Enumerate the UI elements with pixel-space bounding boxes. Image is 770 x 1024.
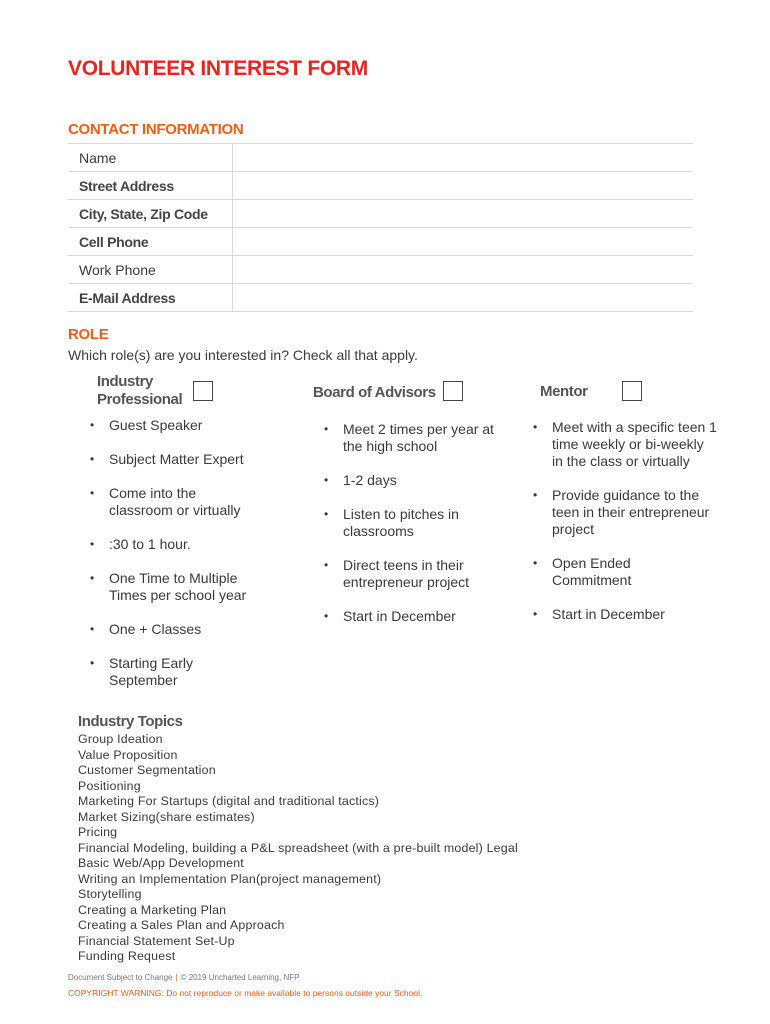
document-subject-to-change: Document Subject to Change [68,973,173,982]
list-item: • Meet 2 times per year at the high school [320,421,508,455]
list-item: Value Proposition [78,747,178,762]
footer-note [68,973,299,982]
board-of-advisors-list [320,421,510,642]
footer-separator: | [175,973,178,982]
form-title: VOLUNTEER INTEREST FORM [68,57,368,80]
work-phone-field[interactable] [233,256,694,284]
list-item: Storytelling [78,887,142,901]
list-item: • Direct teens in their entrepreneur project [320,557,493,591]
list-item: Creating a Sales Plan and Approach [78,918,285,932]
industry-professional-checkbox[interactable] [193,381,213,401]
street-address-label: Street Address [68,172,233,200]
list-item: Writing an Implementation Plan(project management) [78,871,382,886]
work-phone-label: Work Phone [68,256,233,284]
industry-professional-title-line2: Professional [97,391,183,408]
list-item: Marketing For Startups (digital and traditional tactics) [78,794,380,808]
list-item: Financial Modeling, building a P&L spreadsheet (with a pre-built model) Legal [78,840,518,855]
role-heading: ROLE [68,326,109,343]
list-item: • Subject Matter Expert [86,451,276,468]
list-item: Creating a Marketing Plan [78,902,227,917]
city-state-zip-label: City, State, Zip Code [68,200,233,228]
contact-row-name [68,144,693,172]
list-item: • Meet with a specific teen 1 time weekly or bi-weekly in the class or virtually [529,419,717,470]
list-item: • Provide guidance to the teen in their entrepreneur project [529,487,712,538]
name-label: Name [68,144,233,172]
city-state-zip-field[interactable] [233,200,694,228]
list-item: Funding Request [78,949,176,963]
list-item: • 1-2 days [320,472,510,489]
list-item: Group Ideation [78,732,163,746]
board-of-advisors-title: Board of Advisors [313,384,436,401]
name-field[interactable] [233,144,694,172]
list-item: • Open Ended Commitment [529,555,652,589]
list-item: Customer Segmentation [78,763,216,777]
contact-row-street [68,172,693,200]
street-address-field[interactable] [233,172,694,200]
list-item: • One + Classes [86,621,276,638]
list-item: • Start in December [320,608,510,625]
email-address-label: E-Mail Address [68,284,233,312]
list-item: • Listen to pitches in classrooms [320,506,483,540]
list-item: • Come into the classroom or virtually [86,485,259,519]
contact-table [68,143,693,312]
list-item: Market Sizing(share estimates) [78,809,255,824]
list-item: • :30 to 1 hour. [86,536,276,553]
board-of-advisors-checkbox[interactable] [443,381,463,401]
list-item: Pricing [78,825,118,839]
contact-row-work [68,256,693,284]
industry-topics-heading: Industry Topics [78,713,183,730]
cell-phone-field[interactable] [233,228,694,256]
cell-phone-label: Cell Phone [68,228,233,256]
list-item: Financial Statement Set-Up [78,933,235,948]
mentor-title: Mentor [540,383,588,400]
email-address-field[interactable] [233,284,694,312]
contact-row-cell [68,228,693,256]
list-item: • Guest Speaker [86,417,276,434]
mentor-list [529,419,719,640]
industry-professional-title-line1: Industry [97,373,153,390]
list-item: Positioning [78,778,141,793]
copyright-line: © 2019 Uncharted Learning, NFP [180,973,300,982]
contact-row-city [68,200,693,228]
list-item: • Start in December [529,606,719,623]
contact-row-email [68,284,693,312]
list-item: • Starting Early September [86,655,219,689]
industry-topics-list [78,732,518,965]
contact-information-heading: CONTACT INFORMATION [68,121,244,138]
industry-professional-list [86,417,276,706]
mentor-checkbox[interactable] [622,381,642,401]
copyright-warning: COPYRIGHT WARNING: Do not reproduce or make available to persons outside your School. [68,988,423,998]
role-question: Which role(s) are you interested in? Check all that apply. [68,347,418,363]
industry-professional-title [97,373,182,409]
list-item: Basic Web/App Development [78,856,244,870]
list-item: • One Time to Multiple Times per school year [86,570,269,604]
